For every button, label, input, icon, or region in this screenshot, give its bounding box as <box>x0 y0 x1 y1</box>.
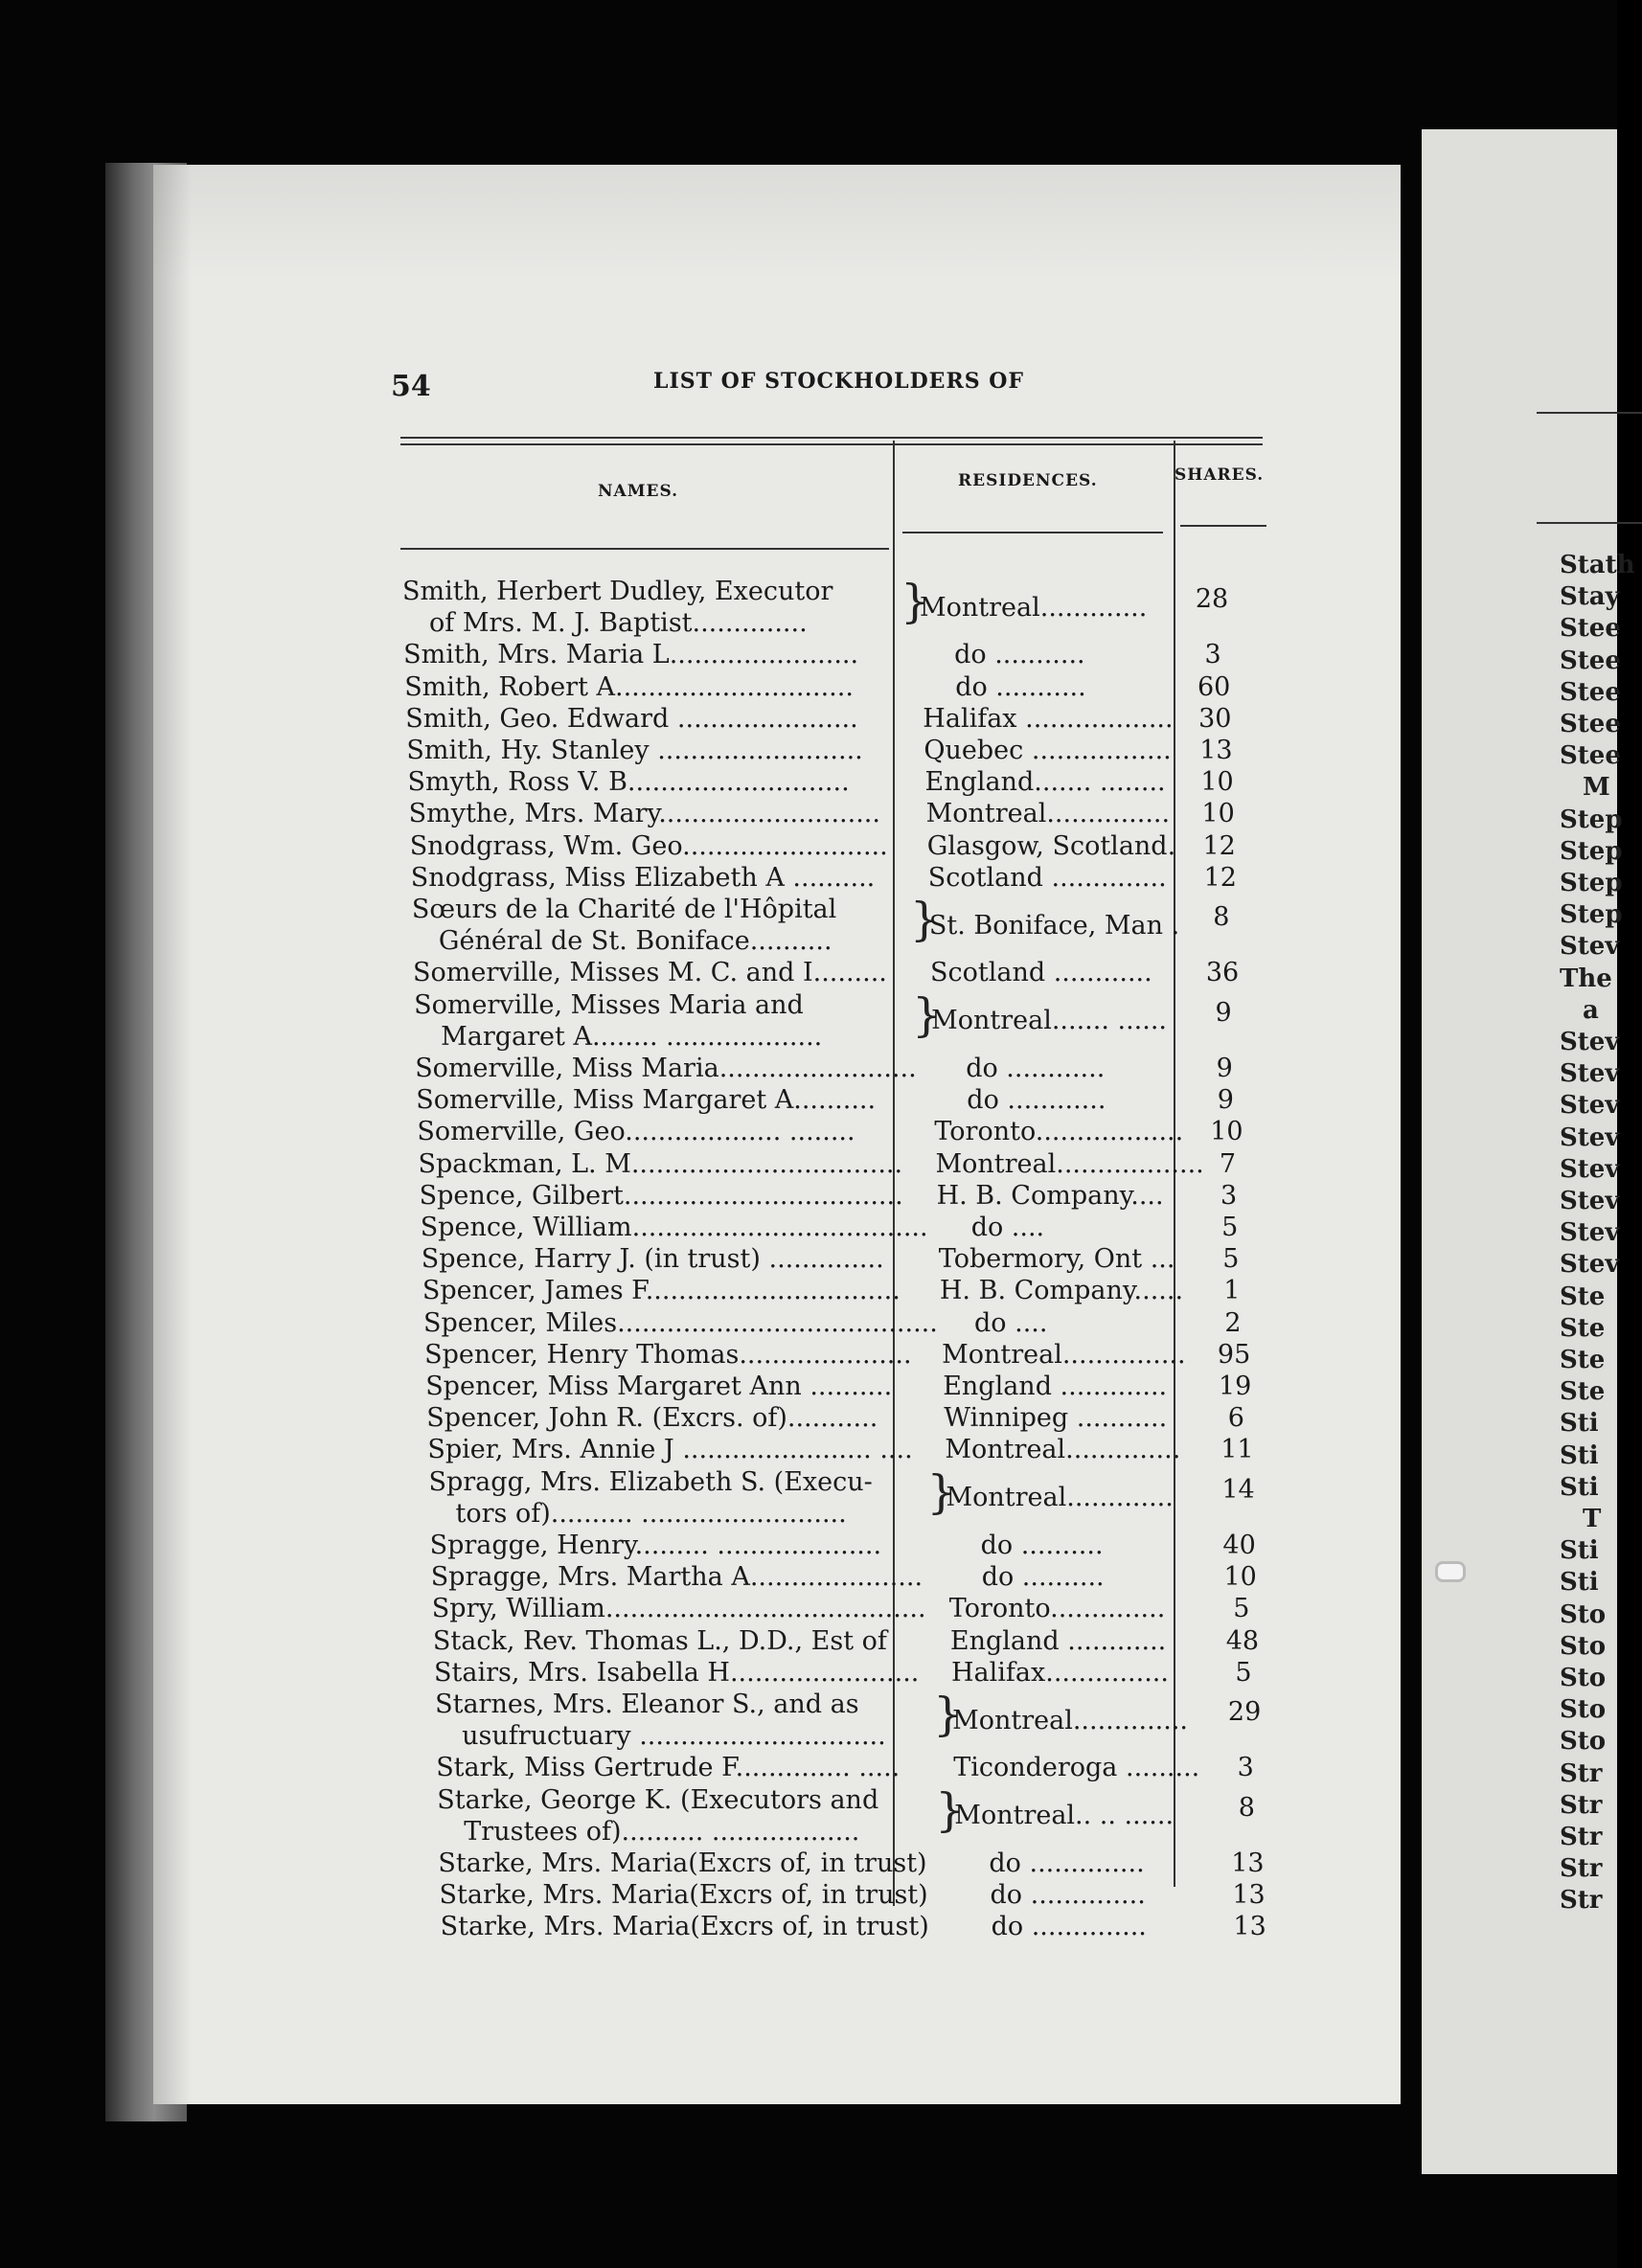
table-row <box>405 704 1248 736</box>
table-row <box>406 736 1249 767</box>
stockholder-shares: 8 <box>1238 1792 1255 1823</box>
page-number: 54 <box>391 370 431 403</box>
facing-page-word: Stee <box>1560 741 1621 771</box>
facing-page-rule <box>1537 522 1642 524</box>
table-row <box>424 1340 1267 1372</box>
brace-mark: } <box>935 1782 965 1837</box>
column-header-residences: RESIDENCES. <box>958 471 1098 490</box>
stockholder-name: Somerville, Misses M. C. and I......... <box>413 958 887 988</box>
facing-page-word: Stee <box>1560 677 1621 707</box>
stockholder-shares: 28 <box>1195 584 1229 615</box>
stockholder-name: Spencer, John R. (Excrs. of)........... <box>426 1403 878 1434</box>
stockholder-name: Somerville, Miss Maria........................ <box>415 1054 917 1083</box>
facing-page-word: M <box>1583 773 1610 803</box>
running-title: LIST OF STOCKHOLDERS OF <box>653 369 1025 394</box>
stockholder-residence: Halifax............... <box>951 1657 1169 1688</box>
stockholder-residence: do ........... <box>954 640 1085 670</box>
stockholder-name: Smyth, Ross V. B........................... <box>407 767 850 798</box>
stockholder-name: Starke, Mrs. Maria(Excrs of, in trust) <box>438 1848 927 1878</box>
stockholder-residence: Quebec ................. <box>924 736 1172 765</box>
page-gutter <box>1401 134 1422 2050</box>
facing-page-word: Sti <box>1560 1409 1599 1439</box>
stockholder-shares: 13 <box>1232 1880 1266 1911</box>
facing-page-word: Stath <box>1560 551 1635 579</box>
stockholder-name: Sœurs de la Charité de l'Hôpital <box>411 895 837 924</box>
stockholder-name-continued: usufructuary .............................. <box>462 1721 886 1752</box>
stockholder-residence: Montreal.. .. ...... <box>954 1801 1174 1831</box>
brace-mark: } <box>912 987 942 1042</box>
stockholder-name-continued: tors of).......... ......................... <box>455 1498 847 1529</box>
stockholder-name: Spragge, Henry......... .................... <box>429 1531 882 1560</box>
facing-page-word: Sto <box>1560 1664 1607 1692</box>
table-row <box>431 1562 1274 1594</box>
brace-mark: } <box>933 1688 963 1741</box>
stockholder-name: Spencer, Miss Margaret Ann .......... <box>425 1372 893 1401</box>
stockholder-name: Somerville, Miss Margaret A.......... <box>416 1085 877 1116</box>
stockholder-shares: 9 <box>1217 1085 1234 1116</box>
facing-page-word: Stev <box>1560 1091 1620 1121</box>
table-row <box>421 1213 1264 1244</box>
names-header-rule <box>400 548 889 550</box>
stockholder-shares: 3 <box>1237 1753 1254 1783</box>
brace-mark: } <box>909 893 940 946</box>
stockholder-name: Smith, Mrs. Maria L....................... <box>403 640 859 670</box>
facing-page-word: Stev <box>1560 1028 1620 1056</box>
stockholder-residence: Montreal............... <box>942 1339 1186 1370</box>
stockholder-residence: Glasgow, Scotland. <box>926 830 1176 861</box>
facing-page-word: Stev <box>1560 1218 1620 1248</box>
stockholder-residence: St. Boniface, Man . <box>928 910 1180 941</box>
facing-page-word: Stev <box>1560 1154 1620 1184</box>
stockholder-name: Snodgrass, Miss Elizabeth A .......... <box>410 862 876 893</box>
table-row <box>422 1244 1265 1276</box>
stockholder-residence: Toronto.................. <box>934 1117 1184 1147</box>
facing-page-word: T <box>1583 1505 1602 1533</box>
stockholder-name-continued: Trustees of).......... .................. <box>464 1816 860 1847</box>
stockholder-shares: 3 <box>1220 1180 1238 1211</box>
facing-page <box>1422 129 1635 2174</box>
stockholder-name: Smith, Herbert Dudley, Executor <box>402 577 833 606</box>
facing-page-word: Ste <box>1560 1313 1606 1343</box>
table-row <box>409 799 1252 830</box>
facing-page-word: Str <box>1560 1823 1603 1851</box>
table-row <box>403 640 1246 671</box>
stockholder-residence: do ............ <box>966 1054 1106 1083</box>
stockholder-residence: do .......... <box>981 1562 1105 1593</box>
stockholder-name: Smythe, Mrs. Mary........................... <box>408 799 880 829</box>
facing-page-word: Stev <box>1560 1123 1620 1152</box>
stockholder-residence: Tobermory, Ont ... <box>938 1244 1175 1275</box>
facing-page-word: Ste <box>1560 1281 1606 1311</box>
stockholder-name: Starke, Mrs. Maria(Excrs of, in trust) <box>440 1912 929 1942</box>
stockholder-name: Spackman, L. M................................. <box>418 1148 903 1179</box>
table-row <box>411 863 1254 895</box>
table-row <box>413 958 1256 989</box>
header-rule <box>400 437 1263 439</box>
facing-page-word: Ste <box>1560 1377 1606 1407</box>
facing-page-word: Stev <box>1560 1059 1620 1089</box>
table-row <box>420 1181 1263 1213</box>
table-row <box>422 1276 1266 1307</box>
stockholder-name: Spence, William.................................... <box>420 1213 928 1242</box>
stockholder-name: Spencer, Miles....................................... <box>423 1307 938 1338</box>
stockholder-shares: 13 <box>1231 1848 1265 1878</box>
table-row <box>437 1782 1280 1848</box>
stockholder-residence: do .............. <box>990 1880 1146 1911</box>
stockholder-name: Spence, Harry J. (in trust) .............. <box>421 1244 884 1275</box>
stockholder-name: Spragge, Mrs. Martha A..................... <box>430 1562 924 1593</box>
facing-page-word: Stee <box>1560 614 1621 644</box>
shares-header-rule <box>1180 525 1266 527</box>
stockholder-name: Somerville, Misses Maria and <box>414 989 804 1020</box>
table-row <box>419 1149 1262 1181</box>
stockholder-name: Snodgrass, Wm. Geo......................... <box>409 830 888 861</box>
stockholder-name: Spencer, Henry Thomas..................... <box>424 1339 912 1370</box>
stockholder-shares: 5 <box>1222 1244 1240 1275</box>
stockholder-name-continued: Margaret A........ ................... <box>441 1021 823 1052</box>
stockholder-shares: 10 <box>1223 1562 1257 1593</box>
stockholder-residence: Ticonderoga ......... <box>953 1753 1200 1783</box>
stockholder-shares: 36 <box>1205 958 1240 988</box>
stockholder-name: Starke, Mrs. Maria(Excrs of, in trust) <box>439 1880 928 1911</box>
table-row <box>414 987 1257 1054</box>
page-clip <box>1435 1561 1466 1582</box>
facing-page-word: Str <box>1560 1854 1603 1884</box>
stockholder-name-continued: of Mrs. M. J. Baptist.............. <box>429 608 808 639</box>
stockholder-shares: 11 <box>1220 1435 1254 1465</box>
stockholder-residence: Montreal............. <box>920 592 1148 623</box>
facing-page-word: Sti <box>1560 1568 1599 1598</box>
stockholder-shares: 14 <box>1221 1474 1255 1505</box>
facing-page-word: Ste <box>1560 1346 1606 1374</box>
table-row <box>410 831 1253 863</box>
stockholder-residence: do .............. <box>991 1912 1147 1942</box>
facing-page-word: Sto <box>1560 1695 1607 1725</box>
stockholder-shares: 5 <box>1221 1213 1239 1242</box>
stockholder-residence: England ............ <box>949 1625 1167 1656</box>
facing-page-word: Step <box>1560 836 1623 866</box>
stockholder-shares: 9 <box>1215 997 1232 1028</box>
stockholder-name: Stark, Miss Gertrude F.............. ..... <box>436 1753 901 1783</box>
table-row <box>435 1690 1278 1753</box>
stockholder-shares: 7 <box>1219 1148 1237 1179</box>
column-header-names: NAMES. <box>598 482 679 501</box>
stockholder-residence: do .......... <box>980 1531 1104 1560</box>
stockholder-name: Spry, William....................................... <box>431 1594 926 1624</box>
table-row <box>428 1464 1272 1531</box>
stockholder-name: Smith, Geo. Edward ...................... <box>405 703 858 734</box>
stockholder-name: Somerville, Geo................... ........ <box>417 1117 855 1147</box>
stockholder-name: Starnes, Mrs. Eleanor S., and as <box>435 1690 859 1719</box>
stockholder-shares: 1 <box>1223 1276 1241 1306</box>
stockholder-shares: 95 <box>1217 1339 1251 1370</box>
facing-page-word: The <box>1560 964 1612 993</box>
stockholder-shares: 60 <box>1197 671 1231 702</box>
stockholder-residence: Montreal............. <box>946 1483 1174 1513</box>
table-row <box>427 1435 1270 1466</box>
table-row <box>417 1117 1260 1148</box>
table-row <box>432 1594 1275 1625</box>
table-row <box>434 1658 1277 1690</box>
stockholder-name: Spragg, Mrs. Elizabeth S. (Execu- <box>428 1466 873 1497</box>
stockholder-residence: England ............. <box>943 1372 1168 1401</box>
facing-page-word: Str <box>1560 1758 1603 1788</box>
stockholder-name: Spier, Mrs. Annie J ....................... .... <box>427 1435 913 1465</box>
table-row <box>423 1308 1266 1340</box>
stockholder-shares: 6 <box>1227 1403 1244 1434</box>
table-row <box>441 1912 1284 1943</box>
stockholder-shares: 10 <box>1210 1117 1243 1147</box>
stockholder-name: Starke, George K. (Executors and <box>437 1784 879 1815</box>
table-row <box>436 1753 1279 1784</box>
stockholder-shares: 13 <box>1199 736 1233 765</box>
stockholder-shares: 10 <box>1201 799 1235 829</box>
stockholder-shares: 3 <box>1204 640 1221 670</box>
stockholder-name: Spencer, James F............................... <box>422 1276 901 1306</box>
stockholder-shares: 40 <box>1222 1531 1256 1560</box>
stockholder-shares: 29 <box>1227 1697 1262 1728</box>
table-row <box>425 1372 1268 1403</box>
stockholder-shares: 5 <box>1235 1657 1252 1688</box>
facing-page-rule <box>1537 412 1642 414</box>
table-row <box>430 1531 1273 1562</box>
facing-page-word: Sto <box>1560 1631 1607 1661</box>
stockholder-residence: do ............ <box>967 1085 1106 1116</box>
table-row <box>438 1848 1281 1880</box>
facing-page-word: Stee <box>1560 646 1621 675</box>
stockholder-shares: 9 <box>1216 1054 1233 1083</box>
stockholder-shares: 12 <box>1203 862 1237 893</box>
stockholder-shares: 13 <box>1233 1912 1266 1942</box>
table-row <box>412 895 1255 958</box>
facing-page-word: Step <box>1560 869 1623 897</box>
stockholder-residence: Montreal.............. <box>952 1705 1189 1735</box>
stockholder-shares: 2 <box>1224 1307 1242 1338</box>
facing-page-word: Stev <box>1560 1187 1620 1215</box>
stockholder-shares: 19 <box>1219 1372 1252 1401</box>
table-row <box>440 1880 1283 1912</box>
stockholder-residence: Montreal.............. <box>945 1435 1181 1465</box>
stockholder-shares: 5 <box>1233 1594 1250 1624</box>
stockholder-residence: Scotland .............. <box>927 862 1167 893</box>
table-row <box>415 1054 1258 1085</box>
table-row <box>433 1626 1276 1658</box>
stockholder-shares: 12 <box>1202 830 1236 861</box>
facing-page-word: Sto <box>1560 1727 1607 1757</box>
stockholder-residence: Montreal.................. <box>935 1148 1204 1179</box>
facing-page-word: Stev <box>1560 932 1620 962</box>
table-row <box>426 1403 1269 1435</box>
brace-mark: } <box>926 1464 957 1519</box>
facing-page-word: Sti <box>1560 1472 1599 1502</box>
stockholder-name: Smith, Hy. Stanley ......................... <box>406 736 863 765</box>
stockholder-name: Spence, Gilbert.................................. <box>419 1180 903 1211</box>
table-row <box>402 577 1245 640</box>
facing-page-word: Str <box>1560 1790 1603 1820</box>
stockholder-residence: Toronto.............. <box>948 1594 1166 1624</box>
column-header-shares: SHARES. <box>1174 465 1265 485</box>
stockholder-residence: do .... <box>974 1307 1048 1338</box>
stockholder-name: Stairs, Mrs. Isabella H....................... <box>434 1657 920 1688</box>
facing-page-word: Step <box>1560 900 1623 930</box>
stockholder-residence: do .............. <box>989 1848 1145 1878</box>
table-row <box>404 672 1247 704</box>
facing-page-word: Stee <box>1560 710 1621 738</box>
stockholder-residence: H. B. Company.... <box>936 1180 1164 1211</box>
facing-page-word: Stay <box>1560 582 1620 612</box>
stockholder-name: Stack, Rev. Thomas L., D.D., Est of <box>432 1625 887 1656</box>
stockholder-shares: 10 <box>1200 767 1234 798</box>
facing-page-word: Sto <box>1560 1599 1607 1629</box>
stockholder-residence: England....... ........ <box>924 767 1166 798</box>
stockholder-shares: 30 <box>1198 703 1232 734</box>
stockholder-residence: Montreal....... ...... <box>931 1006 1168 1036</box>
facing-page-word: Step <box>1560 805 1623 834</box>
stockholder-residence: Montreal............... <box>925 799 1171 829</box>
stockholder-name: Smith, Robert A............................. <box>404 671 854 702</box>
stockholder-residence: do ........... <box>955 671 1086 702</box>
facing-page-word: Str <box>1560 1886 1603 1916</box>
facing-page-word: Sti <box>1560 1536 1599 1566</box>
facing-page-word: a <box>1583 995 1599 1025</box>
residences-header-rule <box>902 532 1163 533</box>
stockholder-residence: Halifax .................. <box>923 703 1174 734</box>
facing-page-word: Stev <box>1560 1250 1620 1280</box>
stockholder-residence: H. B. Company...... <box>939 1276 1184 1306</box>
brace-mark: } <box>901 575 930 628</box>
stockholder-residence: Winnipeg ........... <box>944 1403 1168 1434</box>
table-row <box>408 767 1251 799</box>
facing-page-word: Sti <box>1560 1440 1599 1470</box>
stockholder-residence: Scotland ............ <box>930 958 1152 988</box>
stockholder-residence: do .... <box>970 1213 1045 1242</box>
table-row <box>416 1085 1259 1117</box>
stockholder-name-continued: Général de St. Boniface.......... <box>438 926 832 957</box>
stockholder-shares: 48 <box>1225 1625 1260 1656</box>
header-rule <box>400 443 1263 445</box>
stockholder-shares: 8 <box>1213 902 1230 933</box>
